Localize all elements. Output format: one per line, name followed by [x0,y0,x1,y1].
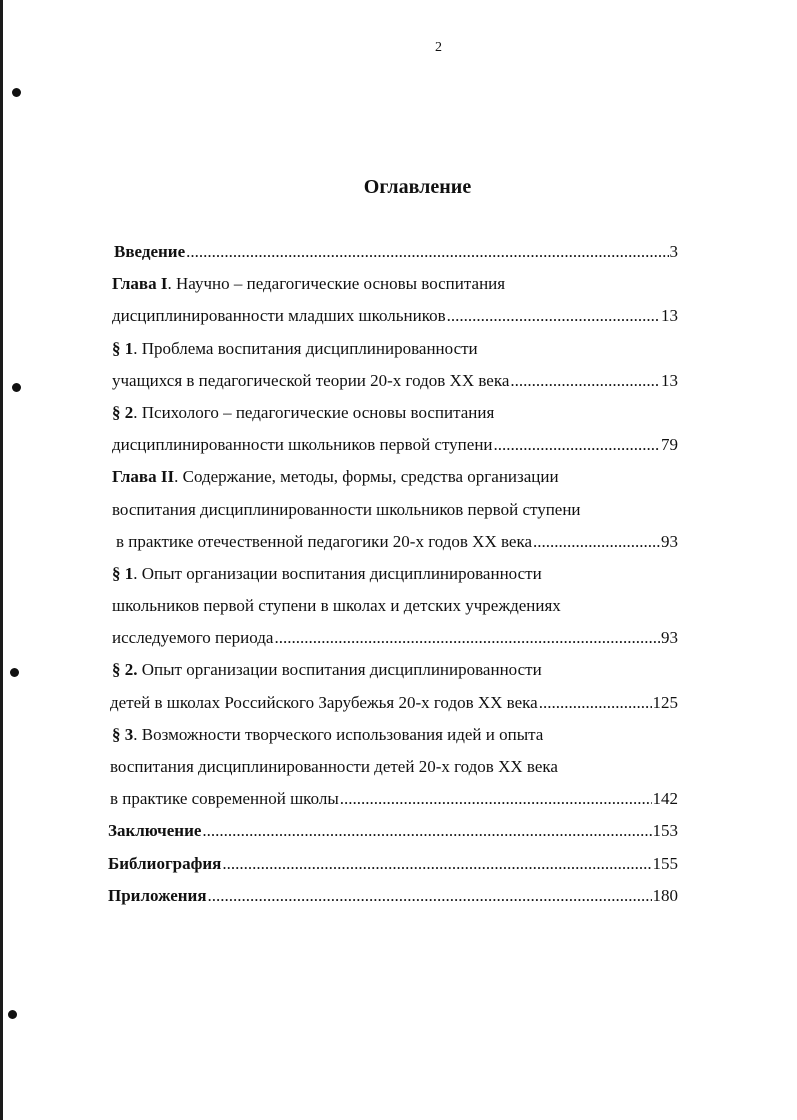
toc-leader-dots [447,300,660,332]
toc-entry-bibliography[interactable] [108,848,678,880]
toc-entry-page: 180 [652,885,678,905]
toc-entry-chapter-2-cont[interactable] [108,494,678,526]
page-number: 2 [435,40,442,55]
toc-entry-chapter-2[interactable] [108,461,678,493]
punch-hole-mark [12,383,21,392]
toc-leader-dots [186,236,668,268]
toc-entry-ch1-section-2[interactable] [108,397,678,429]
toc-entry-ch1-section-1[interactable] [108,333,678,365]
toc-leader-dots [510,365,660,397]
toc-entry-number: § 1 [112,563,134,583]
toc-entry-page: 3 [669,242,678,261]
toc-entry-number: Глава I [112,274,168,294]
toc-leader-dots [274,622,660,654]
toc-leader-dots [202,815,651,847]
toc-entry-page: 125 [652,692,678,712]
toc-entry-ch2-section-2[interactable] [108,654,678,686]
toc-entry-label: . Содержание, методы, формы, средства организации [174,467,559,487]
toc-entry-label: дисциплинированности школьников первой ступени [112,435,493,455]
toc-entry-label: в практике отечественной педагогики 20-х годов XX века [116,531,533,551]
punch-hole-mark [10,668,19,677]
toc-entry-page: 13 [661,370,678,390]
toc-entry-label: в практике современной школы [110,789,339,809]
toc-entry-label: детей в школах Российского Зарубежья 20-х годов XX века [110,692,538,712]
toc-entry-number: § 2 [112,402,134,422]
punch-hole-mark [12,88,21,97]
toc-entry-ch2-section-1-cont[interactable] [108,622,678,654]
toc-entry-chapter-1-cont[interactable] [108,300,678,332]
toc-entry-page: 155 [652,853,678,873]
toc-entry-number: § 2. [112,660,138,680]
toc-leader-dots [340,783,652,815]
toc-entry-label: учащихся в педагогической теории 20-х годов XX века [112,370,510,390]
toc-entry-conclusion[interactable] [108,815,678,847]
toc-entry-label: Заключение [108,821,202,841]
toc-entry-label: дисциплинированности младших школьников [112,306,446,326]
toc-entry-label: Библиография [108,853,222,873]
toc-entry-ch1-section-2-cont[interactable] [108,429,678,461]
toc-leader-dots [222,848,651,880]
page-edge [0,0,3,1120]
toc-entry-chapter-1[interactable] [108,268,678,300]
toc-entry-label: воспитания дисциплинированности детей 20-х годов XX века [110,757,558,776]
toc-entry-appendix[interactable] [108,880,678,912]
toc-entry-page: 153 [652,821,678,841]
toc-entry-label: воспитания дисциплинированности школьников первой ступени [112,499,581,519]
toc-entry-ch2-section-1-cont[interactable] [108,590,678,622]
toc-entry-label: исследуемого периода [112,628,274,648]
toc-entry-ch2-section-3[interactable] [108,719,678,751]
toc-entry-page: 93 [661,628,678,648]
toc-entry-page: 93 [661,531,678,551]
toc-entry-ch2-section-2-cont[interactable] [108,687,678,719]
toc-entry-ch1-section-1-cont[interactable] [108,365,678,397]
toc-entry-label: Приложения [108,885,207,905]
toc-entry-number: § 3 [112,724,134,744]
toc-entry-page: 142 [652,789,678,809]
toc-entry-number: § 1 [112,338,134,358]
toc-entry-ch2-section-3-cont[interactable] [108,751,678,783]
toc-leader-dots [539,687,652,719]
toc-entry-page: 13 [661,306,678,326]
page-title: Оглавление [363,176,472,198]
toc-leader-dots [533,526,660,558]
toc-leader-dots [494,429,660,461]
toc-entry-label: Введение [114,242,186,261]
punch-hole-mark [8,1010,17,1019]
toc-entry-label: . Возможности творческого использования идей и опыта [133,724,544,744]
toc-entry-label: . Опыт организации воспитания дисциплинированности [133,563,542,583]
toc-entry-chapter-2-cont[interactable] [108,526,678,558]
toc-entry-label: школьников первой ступени в школах и детских учреждениях [112,596,561,616]
toc-entry-intro[interactable] [108,236,678,268]
toc-entry-label: . Психолого – педагогические основы воспитания [133,402,495,422]
toc-entry-label: Опыт организации воспитания дисциплинированности [137,660,542,680]
toc-entry-label: . Проблема воспитания дисциплинированности [133,338,478,358]
toc-leader-dots [208,880,652,912]
toc-entry-ch2-section-1[interactable] [108,558,678,590]
table-of-contents [108,236,678,912]
toc-entry-ch2-section-3-cont[interactable] [108,783,678,815]
toc-entry-page: 79 [661,435,678,455]
toc-entry-number: Глава II [112,467,175,487]
toc-entry-label: . Научно – педагогические основы воспитания [167,274,506,294]
